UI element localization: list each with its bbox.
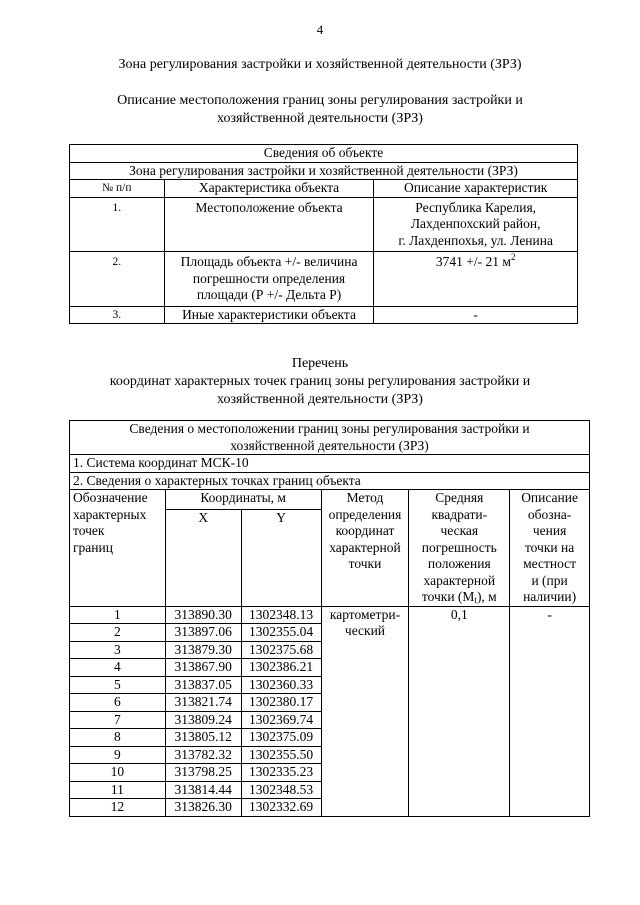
object-table-title: Сведения об объекте — [70, 145, 578, 163]
header-line: чения — [532, 523, 567, 538]
point-x: 313897.06 — [165, 624, 241, 642]
characteristic — [164, 252, 374, 307]
characteristic-line: погрешности определения — [192, 270, 346, 286]
header-line — [412, 589, 506, 606]
table-row — [70, 197, 578, 252]
x-header: X — [165, 509, 241, 606]
point-number: 2 — [70, 624, 166, 642]
header-text: ), м — [476, 589, 497, 604]
header-line: точки на — [524, 539, 575, 555]
table-header-row — [70, 490, 590, 510]
header-line: наличии) — [523, 589, 577, 604]
coordinate-system-row — [70, 455, 590, 473]
point-x: 313826.30 — [165, 799, 241, 817]
point-x: 313798.25 — [165, 764, 241, 782]
point-y: 1302348.53 — [241, 781, 321, 799]
characteristic: Иные характеристики объекта — [164, 306, 374, 324]
point-number: 7 — [70, 711, 166, 729]
point-y: 1302360.33 — [241, 676, 321, 694]
table-row — [70, 606, 590, 624]
method-line: картометри- — [329, 606, 401, 622]
table-header-row — [70, 180, 578, 198]
characteristic: Местоположение объекта — [164, 197, 374, 252]
point-number: 10 — [70, 764, 166, 782]
header-line: точки — [348, 556, 382, 571]
list-title-line: координат характерных точек границ зоны регулирования застройки и — [109, 374, 531, 389]
point-x: 313809.24 — [165, 711, 241, 729]
characteristic-line: Площадь объекта +/- величина — [180, 254, 358, 269]
row-number: 3. — [70, 306, 165, 324]
header-line: характерной — [329, 539, 401, 555]
table-title-row — [70, 421, 590, 455]
table-row — [70, 306, 578, 324]
header-line: погрешность — [421, 539, 497, 555]
point-x: 313821.74 — [165, 694, 241, 712]
accuracy-value: 0,1 — [409, 606, 510, 816]
header-line: определения — [328, 506, 402, 522]
point-y: 1302369.74 — [241, 711, 321, 729]
point-x: 313879.30 — [165, 641, 241, 659]
column-header: № п/п — [70, 180, 165, 198]
point-number: 5 — [70, 676, 166, 694]
header-line: Обозначение — [73, 490, 148, 505]
description-title — [0, 92, 640, 128]
page-number: 4 — [316, 22, 324, 37]
point-number: 3 — [70, 641, 166, 659]
table-title-row — [70, 145, 578, 163]
point-y: 1302386.21 — [241, 659, 321, 677]
point-number: 1 — [70, 606, 166, 624]
point-number: 11 — [70, 781, 166, 799]
object-info-table — [69, 144, 578, 324]
designation-header — [70, 490, 166, 607]
header-line: границ — [73, 539, 113, 555]
point-x: 313782.32 — [165, 746, 241, 764]
y-header: Y — [241, 509, 321, 606]
header-line: координат — [335, 523, 395, 538]
point-number: 6 — [70, 694, 166, 712]
header-line: точек — [73, 523, 105, 538]
point-x: 313814.44 — [165, 781, 241, 799]
point-y: 1302380.17 — [241, 694, 321, 712]
point-number: 4 — [70, 659, 166, 677]
header-line: и (при — [531, 572, 568, 588]
area-value: 3741 +/- 21 м — [435, 254, 511, 269]
characteristic-line: площади (Р +/- Дельта Р) — [196, 287, 342, 302]
point-y: 1302348.13 — [241, 606, 321, 624]
point-x: 313805.12 — [165, 729, 241, 747]
column-header: Описание характеристик — [374, 180, 578, 198]
point-y: 1302375.09 — [241, 729, 321, 747]
point-y: 1302355.50 — [241, 746, 321, 764]
title-line: хозяйственной деятельности (ЗРЗ) — [230, 437, 429, 453]
table-row — [70, 252, 578, 307]
point-x: 313867.90 — [165, 659, 241, 677]
list-title-line: хозяйственной деятельности (ЗРЗ) — [217, 392, 423, 407]
point-number: 9 — [70, 746, 166, 764]
coordinates-header: Координаты, м — [165, 490, 321, 510]
point-number: 8 — [70, 729, 166, 747]
header-line: положения — [427, 556, 491, 571]
header-line: Описание — [521, 490, 578, 505]
header-line: Метод — [346, 490, 384, 505]
list-title — [0, 355, 640, 409]
row-number: 1. — [70, 197, 165, 252]
title-line: Сведения о местоположении границ зоны регулирования застройки и — [129, 421, 530, 436]
method-header — [321, 490, 409, 607]
description-header — [510, 490, 590, 607]
header-line: Средняя — [435, 490, 484, 505]
coordinates-table — [69, 420, 590, 817]
header-line: характерной — [423, 572, 496, 588]
header-text: точки (M — [421, 589, 475, 604]
header-line: местност — [523, 556, 577, 571]
characteristic-description: - — [374, 306, 578, 324]
description-line: г. Лахденпохья, ул. Ленина — [398, 232, 553, 248]
description-value: - — [510, 606, 590, 816]
characteristic-description — [374, 197, 578, 252]
header-line: обозна- — [527, 506, 572, 522]
section-title: 2. Сведения о характерных точках границ объекта — [70, 472, 590, 490]
point-y: 1302335.23 — [241, 764, 321, 782]
description-title-line: Описание местоположения границ зоны регулирования застройки и — [117, 93, 523, 108]
characteristic-description — [374, 252, 578, 307]
point-y: 1302375.68 — [241, 641, 321, 659]
coordinates-table-title — [70, 421, 590, 455]
section-row — [70, 472, 590, 490]
object-table-subtitle: Зона регулирования застройки и хозяйственной деятельности (ЗРЗ) — [70, 162, 578, 180]
point-x: 313837.05 — [165, 676, 241, 694]
description-title-line: хозяйственной деятельности (ЗРЗ) — [217, 111, 423, 126]
method-line: ческий — [344, 623, 386, 638]
table-subtitle-row — [70, 162, 578, 180]
coordinate-system: 1. Система координат МСК-10 — [70, 455, 590, 473]
document-heading: Зона регулирования застройки и хозяйственной деятельности (ЗРЗ) — [118, 57, 522, 72]
header-line: характерных — [73, 506, 147, 522]
points-body — [70, 606, 590, 816]
point-number: 12 — [70, 799, 166, 817]
column-header: Характеристика объекта — [164, 180, 374, 198]
list-title-line: Перечень — [291, 356, 349, 371]
area-unit-exponent: 2 — [510, 252, 516, 262]
header-line: ческая — [440, 523, 479, 538]
point-y: 1302332.69 — [241, 799, 321, 817]
description-line: Республика Карелия, — [415, 199, 537, 215]
description-line: Лахденпохский район, — [410, 216, 541, 231]
point-x: 313890.30 — [165, 606, 241, 624]
row-number: 2. — [70, 252, 165, 307]
point-y: 1302355.04 — [241, 624, 321, 642]
method-value — [321, 606, 409, 816]
header-subscript: t — [474, 595, 477, 605]
accuracy-header — [409, 490, 510, 607]
header-line: квадрати- — [431, 506, 488, 522]
